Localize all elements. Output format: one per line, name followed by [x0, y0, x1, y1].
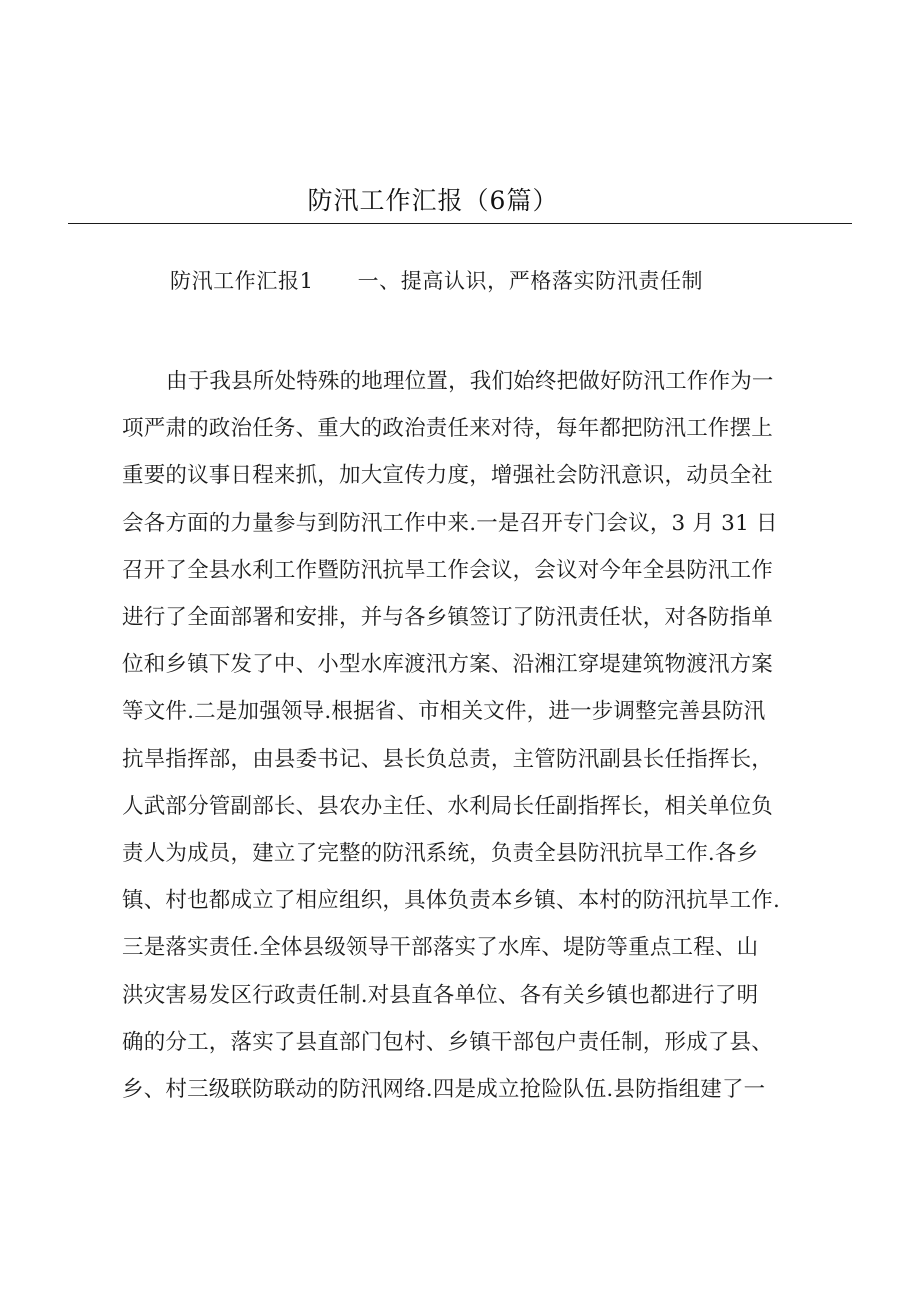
body-text	[122, 358, 822, 1113]
body-line: 责人为成员，建立了完整的防汛系统，负责全县防汛抗旱工作.各乡	[122, 841, 759, 867]
section-heading	[170, 264, 703, 298]
body-line: 重要的议事日程来抓，加大宣传力度，增强社会防汛意识，动员全社	[122, 463, 774, 489]
body-line: 三是落实责任.全体县级领导干部落实了水库、堤防等重点工程、山	[122, 935, 759, 961]
body-line: 由于我县所处特殊的地理位置，我们始终把做好防汛工作作为一	[166, 369, 774, 394]
title-divider	[68, 223, 852, 224]
body-line: 人武部分管副部长、县农办主任、水利局长任副指挥长，相关单位负	[122, 793, 774, 819]
body-line: 会各方面的力量参与到防汛工作中来.一是召开专门会议，3 月 31 日	[122, 510, 778, 536]
section-heading-text: 一、提高认识，严格落实防汛责任制	[357, 269, 704, 293]
body-line: 洪灾害易发区行政责任制.对县直各单位、各有关乡镇也都进行了明	[122, 982, 759, 1008]
page-title: 防汛工作汇报（6篇）	[307, 186, 559, 215]
section-heading-label: 防汛工作汇报1	[170, 269, 314, 293]
body-line: 位和乡镇下发了中、小型水库渡汛方案、沿湘江穿堤建筑物渡汛方案	[122, 652, 774, 678]
body-line: 抗旱指挥部，由县委书记、县长负总责，主管防汛副县长任指挥长，	[122, 746, 774, 772]
body-line: 确的分工，落实了县直部门包村、乡镇干部包户责任制，形成了县、	[122, 1029, 774, 1055]
body-line: 召开了全县水利工作暨防汛抗旱工作会议，会议对今年全县防汛工作	[122, 557, 774, 583]
body-line: 镇、村也都成立了相应组织，具体负责本乡镇、本村的防汛抗旱工作.	[122, 888, 781, 914]
body-line: 进行了全面部署和安排，并与各乡镇签订了防汛责任状，对各防指单	[122, 605, 774, 631]
body-line: 等文件.二是加强领导.根据省、市相关文件，进一步调整完善县防汛	[122, 699, 766, 725]
body-line: 乡、村三级联防联动的防汛网络.四是成立抢险队伍.县防指组建了一	[122, 1077, 766, 1103]
body-line: 项严肃的政治任务、重大的政治责任来对待，每年都把防汛工作摆上	[122, 416, 774, 442]
title-block	[68, 182, 852, 224]
